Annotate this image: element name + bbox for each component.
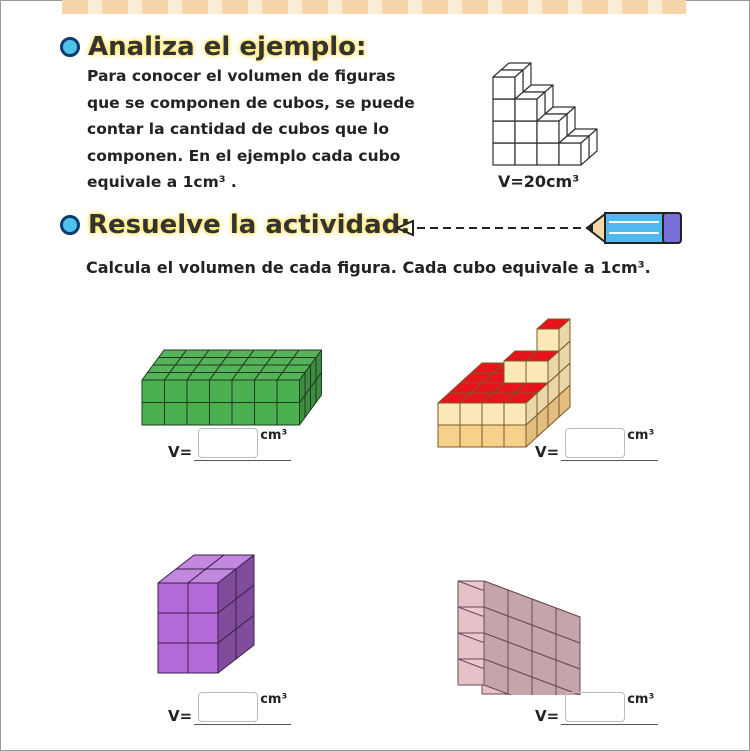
cube-face xyxy=(537,143,559,165)
unit-label: cm³ xyxy=(627,692,655,707)
pink-wall-figure xyxy=(448,535,588,695)
cube xyxy=(493,70,523,99)
cube-face xyxy=(493,99,515,121)
answer-line xyxy=(194,692,291,725)
cube-face xyxy=(438,403,460,425)
cube-face xyxy=(158,643,188,673)
unit-label: cm³ xyxy=(627,428,655,443)
answer-red xyxy=(535,428,658,461)
bullet-circle-icon xyxy=(60,215,80,235)
cube-face xyxy=(188,583,218,613)
cube-face xyxy=(493,121,515,143)
purple-prism-figure xyxy=(150,545,270,680)
text-line: equivale a 1cm³ . xyxy=(87,173,237,191)
answer-line xyxy=(194,428,291,461)
cube xyxy=(515,92,545,121)
cube-face xyxy=(158,613,188,643)
cube-face xyxy=(438,425,460,447)
cube-face xyxy=(504,403,526,425)
cube-face xyxy=(515,143,537,165)
text-line: componen. En el ejemplo cada cubo xyxy=(87,146,401,165)
section-title: Analiza el ejemplo: xyxy=(88,32,367,62)
decorative-top-band xyxy=(62,0,686,14)
cube-face xyxy=(210,380,233,403)
answer-box[interactable] xyxy=(198,428,258,458)
cube-face xyxy=(515,121,537,143)
cube-face xyxy=(559,143,581,165)
answer-line xyxy=(561,692,658,725)
cube-face xyxy=(537,329,559,351)
cube-face xyxy=(277,403,300,426)
cube-face xyxy=(232,403,255,426)
example-paragraph xyxy=(87,63,427,196)
cube-face xyxy=(165,403,188,426)
answer-green xyxy=(168,428,291,461)
cube-face xyxy=(493,77,515,99)
cube-face xyxy=(515,99,537,121)
cube-face xyxy=(158,583,188,613)
cube-face xyxy=(504,361,526,383)
example-staircase-figure xyxy=(485,40,615,170)
unit-label: cm³ xyxy=(260,692,288,707)
cube-face xyxy=(255,380,278,403)
cube-face xyxy=(188,613,218,643)
cube-face xyxy=(232,380,255,403)
bullet-circle-icon xyxy=(60,37,80,57)
green-prism-figure xyxy=(130,325,330,440)
cube-face xyxy=(142,380,165,403)
cube xyxy=(277,373,305,403)
cube xyxy=(537,114,567,143)
volume-prefix: V= xyxy=(168,707,193,725)
answer-box[interactable] xyxy=(565,428,625,458)
cube-face xyxy=(187,380,210,403)
unit-label: cm³ xyxy=(260,428,288,443)
section-title: Resuelve la actividad: xyxy=(88,210,411,240)
text-line: Para conocer el volumen de figuras xyxy=(87,67,396,85)
example-volume-label: V=20cm³ xyxy=(498,172,580,191)
volume-prefix: V= xyxy=(535,707,560,725)
cube-face xyxy=(460,425,482,447)
text-line: contar la cantidad de cubos que lo xyxy=(87,120,389,138)
section-heading-resuelve xyxy=(60,210,411,240)
cube-face xyxy=(277,380,300,403)
pencil-arrow-icon xyxy=(395,208,690,248)
cube-face xyxy=(526,361,548,383)
cube-face xyxy=(255,403,278,426)
cube-face xyxy=(210,403,233,426)
activity-instruction: Calcula el volumen de cada figura. Cada cubo equivale a 1cm³. xyxy=(86,258,651,277)
cube xyxy=(559,136,589,165)
answer-box[interactable] xyxy=(565,692,625,722)
cube-face xyxy=(537,121,559,143)
answer-purple xyxy=(168,692,291,725)
volume-prefix: V= xyxy=(168,443,193,461)
text-line: que se componen de cubos, se puede xyxy=(87,93,415,112)
cube-face xyxy=(188,643,218,673)
section-heading-analiza xyxy=(60,32,366,62)
cube-face xyxy=(165,380,188,403)
cube-face xyxy=(482,403,504,425)
answer-line xyxy=(561,428,658,461)
cube-face xyxy=(460,403,482,425)
volume-prefix: V= xyxy=(535,443,560,461)
answer-pink xyxy=(535,692,658,725)
cube-face xyxy=(187,403,210,426)
cube-face xyxy=(482,425,504,447)
answer-box[interactable] xyxy=(198,692,258,722)
cube-face xyxy=(504,425,526,447)
cube-face xyxy=(142,403,165,426)
cube-face xyxy=(493,143,515,165)
